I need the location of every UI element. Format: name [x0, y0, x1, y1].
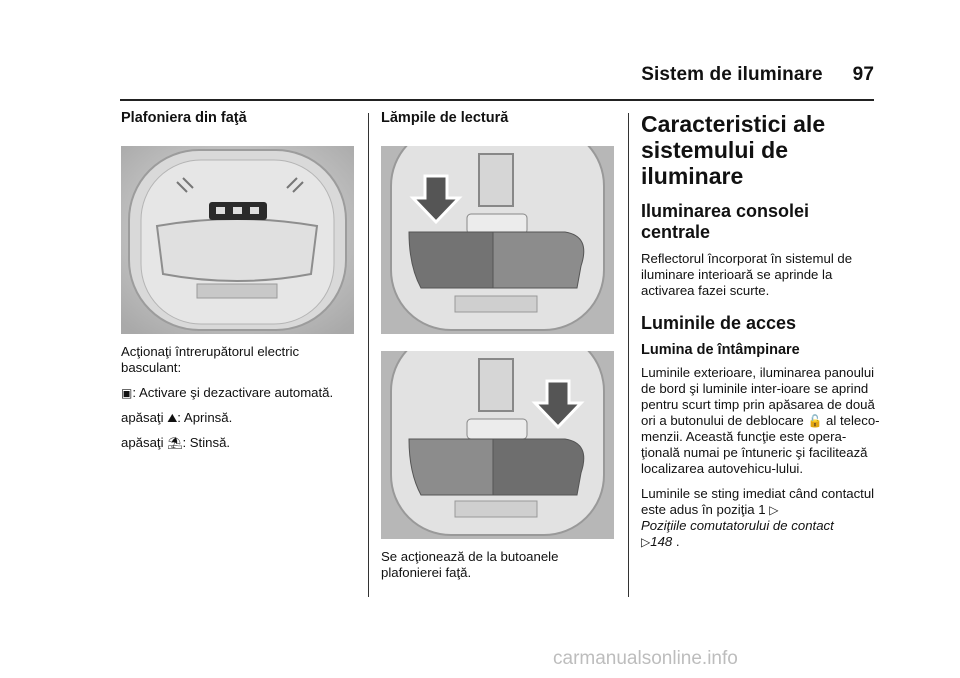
- column-divider-2: [628, 113, 629, 597]
- column-reading-lamps: [381, 110, 616, 590]
- heading-access-lights: Luminile de acces: [641, 313, 797, 333]
- on-text: : Aprinsă.: [177, 410, 233, 425]
- light-off-line: [121, 435, 356, 451]
- ignition-off-text: [641, 486, 881, 550]
- welcome-light-text: [641, 365, 881, 477]
- page-header: [641, 64, 874, 86]
- on-prefix: apăsaţi: [121, 410, 168, 425]
- reference-page-number[interactable]: 148: [650, 534, 673, 549]
- auto-light-icon: ▣: [121, 386, 133, 400]
- console-lighting-text: Reflectorul încorporat în sistemul de iluminare interioară se aprinde la activarea fazei scurte.: [641, 251, 853, 298]
- chapter-heading: Caracteristici ale sistemului de iluminare: [641, 111, 826, 189]
- column-front-dome-light: [121, 110, 356, 460]
- header-title: Sistem de iluminare: [641, 64, 823, 85]
- ignition-text: Luminile se sting imediat când contactul este adus în poziţia 1: [641, 486, 875, 517]
- column-lighting-features: [641, 111, 881, 559]
- light-off-icon: ⛱: [167, 436, 183, 450]
- section-heading: Plafoniera din faţă: [121, 110, 247, 126]
- page-reference-icon: ▷: [641, 535, 651, 549]
- column-divider-1: [368, 113, 369, 597]
- reading-lamp-left-figure: [381, 146, 614, 334]
- header-rule: [120, 99, 874, 101]
- light-on-icon: ⛰: [167, 411, 178, 425]
- off-text: : Stinsă.: [182, 435, 231, 450]
- reading-lamp-right-figure: [381, 351, 614, 539]
- heading-console-lighting: Iluminarea consolei centrale: [641, 201, 810, 242]
- section-heading: Lămpile de lectură: [381, 110, 509, 126]
- auto-mode-text: : Activare şi dezactivare automată.: [132, 385, 334, 400]
- heading-welcome-light: Lumina de întâmpinare: [641, 342, 800, 358]
- reference-tail: .: [672, 534, 680, 549]
- light-on-line: [121, 410, 356, 426]
- off-prefix: apăsaţi: [121, 435, 168, 450]
- page-reference-icon: ▷: [769, 503, 779, 517]
- auto-mode-line: [121, 385, 356, 401]
- ignition-reference-link[interactable]: Poziţiile comutatorului de contact: [641, 518, 834, 533]
- welcome-text-part1: Luminile exterioare, iluminarea panoului de bord şi luminile inter-ioare se aprind pentru scurt timp prin apăsarea de două ori a butonului de deblocare: [641, 365, 875, 428]
- intro-text: Acţionaţi întrerupătorul electric basculant:: [121, 344, 300, 375]
- reading-lamp-caption: Se acţionează de la butoanele plafonierei faţă.: [381, 549, 559, 580]
- watermark: carmanualsonline.info: [553, 648, 738, 669]
- page-number: 97: [852, 64, 874, 85]
- welcome-text-part2: al teleco-menzii. Această funcţie este opera-ţională numai pe întuneric şi facilitează localizarea autovehicu-lului.: [641, 413, 880, 476]
- dome-light-figure: [121, 146, 354, 334]
- unlock-key-icon: 🔓: [807, 414, 823, 428]
